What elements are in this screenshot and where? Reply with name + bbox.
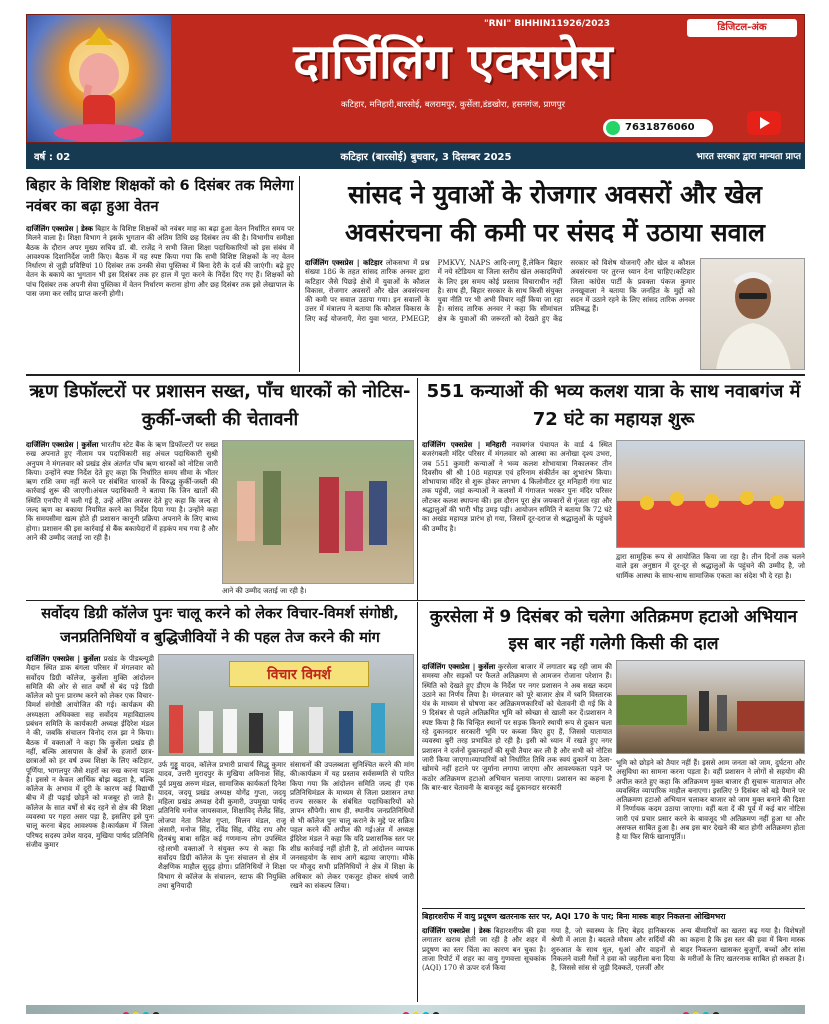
cities-line: कटिहार, मनिहारी,बारसोई, बलरामपुर, कुर्सेला,डंडखोरा, हसनगंज, प्राणपुर <box>340 100 566 110</box>
story1-byline: दार्जिलिंग एक्सप्रेस | डेस्क <box>26 224 93 233</box>
story7-col1 <box>422 926 546 1002</box>
story5-byline: दार्जिलिंग एक्सप्रेस | कुर्सेला <box>26 654 101 663</box>
story4-text: नवाबगंज पंचायत के वार्ड 4 स्थित बजरंगबली मंदिर परिसर में मंगलवार को आस्था का अनोखा दृश्य उभरा, जब 551 कुमारी कन्याओं ने भव्य कलश शोभायात्रा निकालकर तीन दिवसीय श्री श्री 108 महायज्ञ एवं हरिनाम संकीर्तन का शुभारंभ किया। शोभायात्रा मंदिर से शुरू होकर लगभग 4 किलोमीटर दूर मनिहारी गंगा घाट तक पहुंची, जहां कन्याओं ने कलशों में गंगाजल भरकर पुनः मंदिर परिसर लौटकर कलश स्थापना की। इस दौरान पूरा क्षेत्र जयकारों से गूंजता रहा और श्रद्धालुओं की भारी भीड़ उमड़ पड़ी। आयोजन समिति ने बताया कि 72 घंटे का अखंड महायज्ञ प्रारंभ हो गया, जिसमें दूर-दराज से श्रद्धालुओं के पहुंचने की उम्मीद है। <box>422 440 612 533</box>
date-bar <box>26 143 805 169</box>
footer-strip <box>26 1005 805 1014</box>
story4-byline: दार्जिलिंग एक्सप्रेस | मनिहारी <box>422 440 507 449</box>
story7-col3: अन्य बीमारियों का खतरा बढ़ गया है। विशेषज्ञों का कहना है कि इस स्तर की हवा में बिना मास्क बाहर निकलना खासकर बुजुर्गों, बच्चों और सांस के मरीजों के लिए खतरनाक साबित हो सकता है। <box>680 926 805 963</box>
year-label: वर्ष : 02 <box>34 152 71 163</box>
story4-photo <box>616 440 805 548</box>
section-rule <box>26 374 805 376</box>
story4-headline: 551 कन्याओं की भव्य कलश यात्रा के साथ नवाबगंज में 72 घंटे का महायज्ञ शुरू <box>426 381 801 430</box>
story7-col2: गया है, जो स्वास्थ्य के लिए बेहद हानिकारक श्रेणी में आता है। बदलते मौसम और सर्दियों की शुरुआत के साथ धूल, धुआं और वाहनों से निकलने वाली गैसों ने हवा को जहरीला बना दिया है, जिससे सांस से जुड़ी दिक्कतें, एलर्जी और <box>551 926 675 973</box>
masthead <box>26 14 805 143</box>
masthead-title: दार्जिलिंग एक्सप्रेस <box>293 34 613 90</box>
story6-photo <box>616 660 805 754</box>
story3-headline: ऋण डिफॉल्टरों पर प्रशासन सख्त, पाँच धारकों को नोटिस-कुर्की-जब्ती की चेतावनी <box>29 381 411 430</box>
story3-caption: आने की उम्मीद जताई जा रही है। <box>222 586 307 595</box>
mp-portrait <box>700 258 805 370</box>
whatsapp-number: 7631876060 <box>625 122 695 133</box>
seminar-banner: विचार विमर्श <box>229 661 369 687</box>
story1-text: बिहार के विशिष्ट शिक्षकों को नवंबर माह का बढ़ा हुआ वेतन निर्धारित समय पर मिलने वाला है। शिक्षा विभाग ने इसके भुगतान की अंतिम तिथि छह दिसंबर तय की है। विभागीय समीक्षा बैठक के दौरान अपर मुख्य सचिव डॉ. बी. राजेंद्र ने सभी जिला शिक्षा पदाधिकारियों को इस संबंध में आवश्यक दिशानिर्देश जारी किए। बैठक में यह स्पष्ट किया गया कि सभी विशिष्ट शिक्षकों के नए वेतन निर्धारण से जुड़ी प्रविष्टियां 10 दिसंबर तक उनकी सेवा पुस्तिका में बिना देरी के दर्ज की जाएंगी। बढ़े हुए वेतन के बकाये का भुगतान भी इस दिसंबर तक हर हाल में पूरा करने के निर्देश दिए गए हैं। शिक्षकों को पांच दिसंबर तक अपनी सेवा पुस्तिका में वेतन निर्धारण कराना होगा और छह दिसंबर तक इसे लेखापाल के पास जमा कर रसीद प्राप्त करनी होगी। <box>26 224 294 299</box>
story3-body <box>26 440 218 590</box>
story6-byline: दार्जिलिंग एक्सप्रेस | कुर्सेला <box>422 662 496 671</box>
column-divider <box>417 378 418 600</box>
story5-photo <box>158 654 414 756</box>
column-divider <box>417 602 418 1002</box>
story5-body-col3: संसाधनों की उपलब्धता सुनिश्चित करने की मांग की।कार्यक्रम में यह प्रस्ताव सर्वसम्मति से पारित किया गया कि आंदोलन समिति जल्द ही एक प्रतिनिधिमंडल के माध्यम से जिला प्रशासन तथा राज्य सरकार के संबंधित पदाधिकारियों को ज्ञापन सौंपेगी। साथ ही, स्थानीय जनप्रतिनिधियों से भी कॉलेज पुनः चालू कराने के मुद्दे पर सक्रिय पहल करने की अपील की गई।अंत में अध्यक्ष ईदिरेश मंडल ने कहा कि यदि प्रशासनिक स्तर पर शीघ्र कार्रवाई नहीं होती है, तो आंदोलन व्यापक जनसहयोग के साथ आगे बढ़ाया जाएगा। मौके पर मौजूद सभी प्रतिनिधियों ने क्षेत्र में शिक्षा के अधिकार को लेकर एकजुट होकर संघर्ष जारी रखने का संकल्प लिया। <box>290 760 414 890</box>
story2-byline: दार्जिलिंग एक्सप्रेस | कटिहार <box>305 258 383 267</box>
story3-photo <box>222 440 414 584</box>
story4-body <box>422 440 612 596</box>
story6-side-text: भूमि को छोड़ने को तैयार नहीं हैं। इससे आम जनता को जाम, दुर्घटना और असुविधा का सामना करना पड़ता है। वहीं प्रशासन ने लोगों से सहयोग की अपील करते हुए कहा कि अतिक्रमण मुक्त बाजार ही सुचारू यातायात और व्यवस्थित व्यापारिक माहौल बनाएगा। इसलिए 9 दिसंबर को बड़े पैमाने पर अतिक्रमण हटाओ अभियान चलाकर बाजार को जाम मुक्त बनाने की दिशा में निर्णायक कदम उठाया जाएगा। वहीं बता दें की पूर्व में कई बार नोटिस जारी एवं प्रचार प्रसार करने के बावजूद भी अतिक्रमण नहीं हुआ था और असफल साबित हुआ है। अब इस बार देखने की बात होगी अतिक्रमण होता है या फिर सिर्फ खानापूर्ति।। <box>616 758 805 842</box>
story2-text: लोकसभा में प्रश्न संख्या 186 के तहत सांसद तारिक अनवर द्वारा कटिहार जैसे पिछड़े क्षेत्रों में युवाओं के कौशल विकास, रोजगार अवसरों और खेल अवसंरचना की कमी पर सवाल उठाया गया। इन सवालों के उत्तर में मंत्रालय ने बताया कि कौशल विकास के लिए कई योजनाएँ, मेरा युवा भारत, PMEGP, PMKVY, NAPS आदि-लागू हैं,लेकिन बिहार में नये स्टेडियम या जिला स्तरीय खेल अकादमियों के लिए इस समय कोई प्रस्ताव विचाराधीन नहीं है। साथ ही, बिहार सरकार के साथ किसी संयुक्त युवा नीति पर भी अभी विचार नहीं किया जा रहा है। सांसद तारिक अनवर ने कहा कि सीमांचल क्षेत्र के युवाओं की जरूरतों को देखते हुए केंद्र सरकार को विशेष योजनाएँ और खेल व कौशल अवसंरचना पर तुरन्त ध्यान देना चाहिए।कटिहार जिला कांग्रेस पार्टी के प्रवक्ता पंकज कुमार तनखूवाला ने बताया कि जनहित के मुद्दों को सदन में उठाने रहने के लिए सांसद तारिक अनवर प्रतिबद्ध हैं। <box>305 258 695 323</box>
story7-byline: दार्जिलिंग एक्सप्रेस | डेस्क <box>422 926 491 935</box>
whatsapp-icon <box>606 121 620 135</box>
story6-text: कुरसेला बाजार में लगातार बढ़ रही जाम की समस्या और सड़कों पर फैलते अतिक्रमण से आमजन रोजाना परेशान हैं। स्थिति को देखते हुए डीएम के निर्देश पर नगर प्रशासन ने अब सख्त कदम उठाने का निर्णय लिया है। मंगलवार को पूरे बाजार क्षेत्र में ध्वनि विस्तारक यंत्र के माध्यम से घोषणा कर अतिक्रमणकारियों को चेतावनी दी गई कि वे 9 दिसंबर से पहले अतिक्रमित भूमि को स्वेच्छा से खाली कर दें।प्रशासन ने स्पष्ट किया है कि चिन्हित स्थानों पर सड़क किनारे स्थायी रूप से दुकान चला रहे दुकानदार सरकारी भूमि पर कब्जा किए हुए हैं, जिससे यातायात व्यवस्था बुरी तरह प्रभावित हो रही है। इसी को ध्यान में रखते हुए नगर प्रशासन ने दर्जनों दुकानदारों की सूची तैयार कर ली है और सभी को नोटिस जारी किया जाएगा।व्यापारियों को निर्धारित तिथि तक स्वयं दुकानें या ठेला-खोमचे नहीं हटाने पर जुर्माना लगाया जाएगा और आवश्यकता पड़ने पर कठोर अतिक्रमण हटाओ अभियान चलाया जाएगा। प्रशासन का कहना है कि बार-बार चेतावनी के बावजूद कई दुकानदार सरकारी <box>422 662 612 792</box>
story2-body <box>305 258 695 370</box>
story3-text: भारतीय स्टेट बैंक के ऋण डिफॉल्टरों पर सख्त रुख अपनाते हुए नीलाम पत्र पदाधिकारी सह अंचल पदाधिकारी सुश्री अनुपम ने मंगलवार को प्रखंड क्षेत्र अंतर्गत पाँच ऋण धारकों को नोटिस जारी किया। उन्होंने स्पष्ट निर्देश देते हुए कहा कि निर्धारित समय सीमा के भीतर ऋण राशि जमा नहीं करने पर संबंधित धारकों के विरुद्ध कुर्की-जब्ती की कार्रवाई शुरू की जाएगी।अंचल पदाधिकारी ने बताया कि जिन खातों की स्थिति एनपीए में चली गई है, उन्हें अंतिम अवसर देते हुए कहा कि जल्द से जल्द ऋण का बकाया नियमित करने का निर्देश दिया गया है। उन्होंने कहा कि समयसीमा खत्म होते ही प्रशासन कानूनी प्रक्रिया अपनाने के लिए बाध्य होगा। प्रशासन की इस कार्रवाई से बैंक बकायेदारों में हड़कंप मच गया है और आने की उम्मीद जताई जा रही है। <box>26 440 218 542</box>
dateline: कटिहार (बारसोई) बुधवार, 3 दिसम्बर 2025 <box>340 152 512 163</box>
story6-headline: कुरसेला में 9 दिसंबर को चलेगा अतिक्रमण हटाओ अभियान इस बार नहीं गलेगी किसी की दाल <box>429 607 798 654</box>
column-divider <box>299 176 300 372</box>
story3-byline: दार्जिलिंग एक्सप्रेस | कुर्सेला <box>26 440 99 449</box>
story5-headline: सर्वोदय डिग्री कॉलेज पुनः चालू करने को लेकर विचार-विमर्श संगोष्ठी, जनप्रतिनिधियों व बुद्धिजीवियों ने की पहल तेज करने की मांग <box>41 606 399 646</box>
rni-badge: "RNI" BIHHIN11926/2023 <box>483 19 611 29</box>
story5-body-col2: उर्फ गुड्डू यादव, कॉलेज प्रभारी प्राचार्य सिद्धू कुमार यादव, उत्तरी मुरादपुर के मुखिया अविनाश सिंह, पूर्व प्रमुख अरुण मंडल, सामाजिक कार्यकर्ता दिनेश यादव, जदयू प्रखंड अध्यक्ष योगेंद्र गुप्ता, जदयू महिला प्रखंड अध्यक्ष देवी कुमारी, उपमुखा पार्षद प्रतिनिधि मनोज जायसवाल, शिक्षाविद् लैलेंद्र सिंह, लोजपा नेता नितेश गुप्ता, मिलन मंडल, राजू अंसारी, मनोज सिंह, रविंद्र सिंह, वीरेंद्र राय और दिनबंधु बाबा सहित कई गणमान्य लोग उपस्थित रहे।सभी वक्ताओं ने संयुक्त रूप से कहा कि सर्वोदय डिग्री कॉलेज के पुनः संचालन से क्षेत्र में शैक्षणिक माहौल सुदृढ़ होगा। प्रतिनिधियों ने शिक्षा विभाग से कॉलेज के संचालन, स्टाफ की नियुक्ति तथा बुनियादी <box>158 760 286 890</box>
story2-headline: सांसद ने युवाओं के रोजगार अवसरों और खेल अवसंरचना की कमी पर संसद में उठाया सवाल <box>345 180 765 247</box>
section-rule <box>422 908 805 909</box>
ganesh-image <box>27 15 171 143</box>
recognition-label: भारत सरकार द्वारा मान्यता प्राप्त <box>696 152 801 162</box>
section-rule <box>26 600 805 601</box>
story7-text-1: बिहारशरीफ की हवा लगातार खराब होती जा रही है और शहर में प्रदूषण का स्तर चिंता का कारण बन चुका है। ताजा रिपोर्ट में शहर का वायु गुणवत्ता सूचकांक (AQI) 170 से ऊपर दर्ज किया <box>422 926 546 973</box>
story1-body <box>26 224 294 370</box>
story5-body-col1 <box>26 654 154 1000</box>
story6-body <box>422 662 612 904</box>
edition-tag: डिजिटल-अंक <box>687 19 797 37</box>
story4-side-text: द्वारा सामूहिक रूप से आयोजित किया जा रहा है। तीन दिनों तक चलने वाले इस अनुष्ठान में दूर-दूर से श्रद्धालुओं के पहुंचने की उम्मीद है, जो धार्मिक आस्था के साथ-साथ सामाजिक एकता का संदेश भी दे रहा है। <box>616 552 805 580</box>
story5-text-1: प्रखंड के पीडब्ल्यूडी मैदान स्थित डाक बंगला परिसर में मंगलवार को सर्वोदय डिग्री कॉलेज, कुर्सेला मुक्ति आंदोलन समिति की ओर से सात वर्षों से बंद पड़े डिग्री कॉलेज को पुनः प्रारम्भ करने को लेकर एक विचार-विमर्श संगोष्ठी आयोजित की गई। कार्यक्रम की अध्यक्षता अधिवक्ता सह सर्वोदय महाविद्यालय प्रबंधन समिति के कार्यकारी अध्यक्ष ईदिरेश मंडल ने की, जबकि संचालन विनोद राज झा ने किया।बैठक में वक्ताओं ने कहा कि कुर्सेला प्रखंड ही नहीं, बल्कि आसपास के क्षेत्रों के हजारों छात्र-छात्राओं को हर वर्ष उच्च शिक्षा के लिए कटिहार, पूर्णिया, भागलपुर जैसे शहरों का रुख करना पड़ता है। इससे न केवल आर्थिक बोझ बढ़ता है, बल्कि कॉलेज के अभाव में दूरी के कारण कई विद्यार्थी बीच में ही पढ़ाई छोड़ने को मजबूर हो जाते हैं। कॉलेज के सात वर्षों से बंद रहने से क्षेत्र की शिक्षा व्यवस्था पर गहरा असर पड़ा है, इसलिए इसे पुनः चालू करना बेहद आवश्यक है।कार्यक्रम में जिला परिषद सदस्य उमेश यादव, मुखिया पार्षद प्रतिनिधि संजीव कुमार <box>26 654 154 849</box>
youtube-icon[interactable] <box>747 111 781 135</box>
whatsapp-contact[interactable] <box>603 119 713 137</box>
story1-headline: बिहार के विशिष्ट शिक्षकों को 6 दिसंबर तक मिलेगा नवंबर का बढ़ा हुआ वेतन <box>26 178 294 215</box>
story7-headline: बिहारशरीफ में वायु प्रदूषण खतरनाक स्तर पर, AQI 170 के पार; बिना मास्क बाहर निकलना ओखिमभरा <box>422 912 726 921</box>
